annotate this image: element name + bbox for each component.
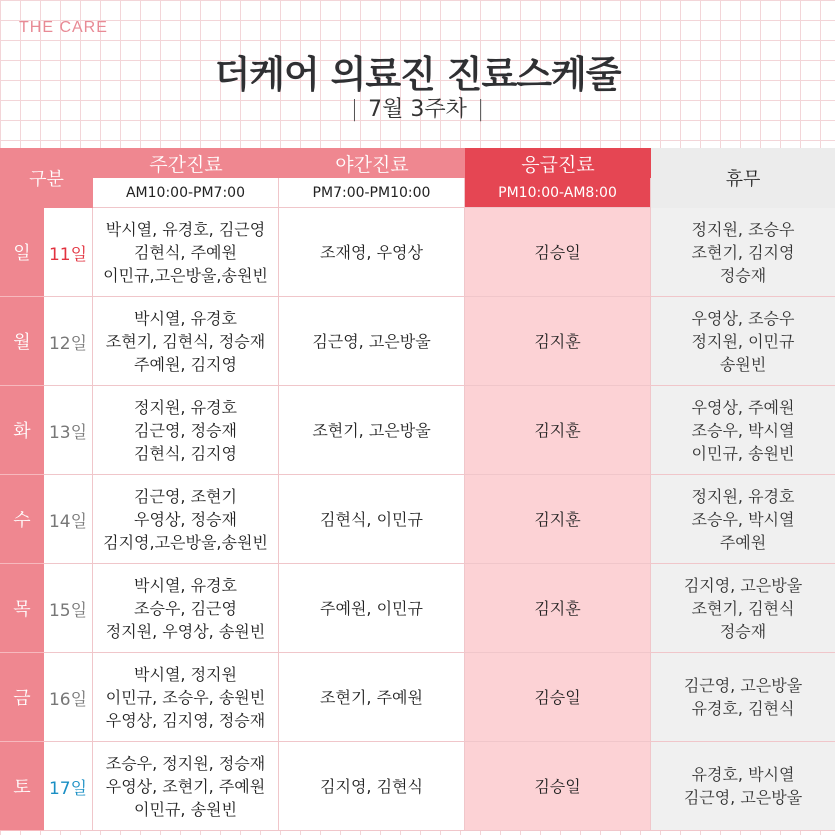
staff-line: 박시열, 유경호 — [134, 575, 237, 595]
staff-line: 이민규, 송원빈 — [691, 443, 795, 463]
date-cell: 13일 — [44, 386, 93, 475]
staff-line: 이민규, 송원빈 — [134, 799, 237, 819]
day-shift-cell — [93, 475, 279, 564]
off-duty-cell — [651, 653, 835, 742]
day-shift-cell — [93, 297, 279, 386]
night-shift-cell — [279, 297, 465, 386]
emergency-shift-cell: 김승일 — [465, 208, 651, 297]
staff-line: 김근영, 고은방울 — [312, 331, 431, 351]
night-shift-cell — [279, 742, 465, 831]
emergency-shift-cell: 김지훈 — [465, 386, 651, 475]
staff-line: 박시열, 유경호, 김근영 — [105, 219, 266, 239]
day-shift-cell — [93, 208, 279, 297]
night-shift-cell — [279, 475, 465, 564]
header-emergency-shift: 응급진료 — [465, 148, 651, 178]
staff-line: 김근영, 고은방울 — [683, 676, 803, 695]
staff-line: 정지원, 우영상, 송원빈 — [105, 621, 266, 641]
staff-line: 정지원, 조승우 — [691, 219, 795, 239]
date-cell: 14일 — [44, 475, 93, 564]
staff-line: 유경호, 김현식 — [691, 699, 795, 718]
staff-line: 박시열, 유경호 — [134, 308, 237, 328]
emergency-shift-cell: 김승일 — [465, 742, 651, 831]
emergency-shift-cell: 김지훈 — [465, 297, 651, 386]
staff-line: 우영상, 조승우 — [691, 308, 795, 328]
subtitle-week-text: 7월 3주차 — [368, 97, 467, 122]
staff-line: 김근영, 고은방울 — [683, 788, 803, 807]
staff-line: 우영상, 김지영, 정승재 — [105, 710, 266, 730]
staff-line: 이민규, 조승우, 송원빈 — [105, 687, 266, 707]
staff-line: 조승우, 정지원, 정승재 — [105, 753, 266, 773]
staff-line: 송원빈 — [719, 354, 767, 374]
staff-line: 정승재 — [719, 621, 767, 641]
day-shift-cell — [93, 564, 279, 653]
date-cell: 11일 — [44, 208, 93, 297]
night-shift-cell — [279, 564, 465, 653]
staff-line: 조현기, 김현식 — [691, 598, 795, 618]
staff-line: 이민규,고은방울,송원빈 — [103, 265, 268, 285]
staff-line: 정승재 — [719, 265, 767, 285]
subtitle-divider-left: | — [350, 97, 359, 122]
header-off-duty: 휴무 — [651, 148, 835, 208]
day-shift-cell — [93, 653, 279, 742]
date-cell: 12일 — [44, 297, 93, 386]
staff-line: 김현식, 주예원 — [134, 242, 237, 262]
weekday-cell: 수 — [0, 475, 44, 564]
staff-line: 김지영, 김현식 — [320, 776, 423, 796]
staff-line: 김현식, 김지영 — [134, 443, 237, 463]
date-cell: 15일 — [44, 564, 93, 653]
page-title: 더케어 의료진 진료스케줄 — [214, 53, 621, 96]
off-duty-cell — [651, 297, 835, 386]
header-gubun: 구분 — [0, 148, 93, 208]
staff-line: 조승우, 김근영 — [134, 598, 237, 618]
header-night-shift: 야간진료 — [279, 148, 465, 178]
staff-line: 박시열, 정지원 — [134, 664, 237, 684]
staff-line: 김지영,고은방울,송원빈 — [103, 532, 268, 552]
weekday-cell: 월 — [0, 297, 44, 386]
header-night-shift-time: PM7:00-PM10:00 — [279, 178, 465, 208]
date-cell: 17일 — [44, 742, 93, 831]
staff-line: 김근영, 정승재 — [134, 420, 237, 440]
weekday-cell: 일 — [0, 208, 44, 297]
staff-line: 조승우, 박시열 — [691, 420, 795, 440]
page-subtitle — [0, 92, 835, 123]
staff-line: 주예원 — [719, 532, 767, 552]
staff-line: 주예원, 김지영 — [134, 354, 237, 374]
header-day-shift-time: AM10:00-PM7:00 — [93, 178, 279, 208]
staff-line: 우영상, 정승재 — [134, 509, 237, 529]
staff-line: 김근영, 조현기 — [134, 486, 237, 506]
night-shift-cell — [279, 208, 465, 297]
header-day-shift: 주간진료 — [93, 148, 279, 178]
staff-line: 조현기, 김현식, 정승재 — [105, 331, 266, 351]
staff-line: 조현기, 김지영 — [691, 242, 795, 262]
staff-line: 유경호, 박시열 — [691, 765, 795, 784]
off-duty-cell — [651, 742, 835, 831]
staff-line: 우영상, 주예원 — [691, 397, 795, 417]
date-cell: 16일 — [44, 653, 93, 742]
day-shift-cell — [93, 386, 279, 475]
brand-logo-text: THE CARE — [19, 19, 108, 36]
off-duty-cell — [651, 564, 835, 653]
staff-line: 김현식, 이민규 — [320, 509, 423, 529]
emergency-shift-cell: 김승일 — [465, 653, 651, 742]
staff-line: 조재영, 우영상 — [320, 242, 423, 262]
emergency-shift-cell: 김지훈 — [465, 564, 651, 653]
staff-line: 조승우, 박시열 — [691, 509, 795, 529]
weekday-cell: 금 — [0, 653, 44, 742]
weekday-cell: 목 — [0, 564, 44, 653]
schedule-table — [0, 148, 835, 835]
off-duty-cell — [651, 475, 835, 564]
staff-line: 김지영, 고은방울 — [683, 575, 803, 595]
night-shift-cell — [279, 386, 465, 475]
staff-line: 정지원, 유경호 — [134, 397, 237, 417]
day-shift-cell — [93, 742, 279, 831]
staff-line: 정지원, 유경호 — [691, 486, 795, 506]
staff-line: 조현기, 고은방울 — [312, 420, 431, 440]
off-duty-cell — [651, 386, 835, 475]
night-shift-cell — [279, 653, 465, 742]
staff-line: 조현기, 주예원 — [320, 687, 423, 707]
staff-line: 우영상, 조현기, 주예원 — [105, 776, 266, 796]
staff-line: 주예원, 이민규 — [320, 598, 423, 618]
weekday-cell: 토 — [0, 742, 44, 831]
staff-line: 정지원, 이민규 — [691, 331, 795, 351]
header-emergency-shift-time: PM10:00-AM8:00 — [465, 178, 651, 208]
off-duty-cell — [651, 208, 835, 297]
weekday-cell: 화 — [0, 386, 44, 475]
subtitle-divider-right: | — [476, 97, 485, 122]
emergency-shift-cell: 김지훈 — [465, 475, 651, 564]
